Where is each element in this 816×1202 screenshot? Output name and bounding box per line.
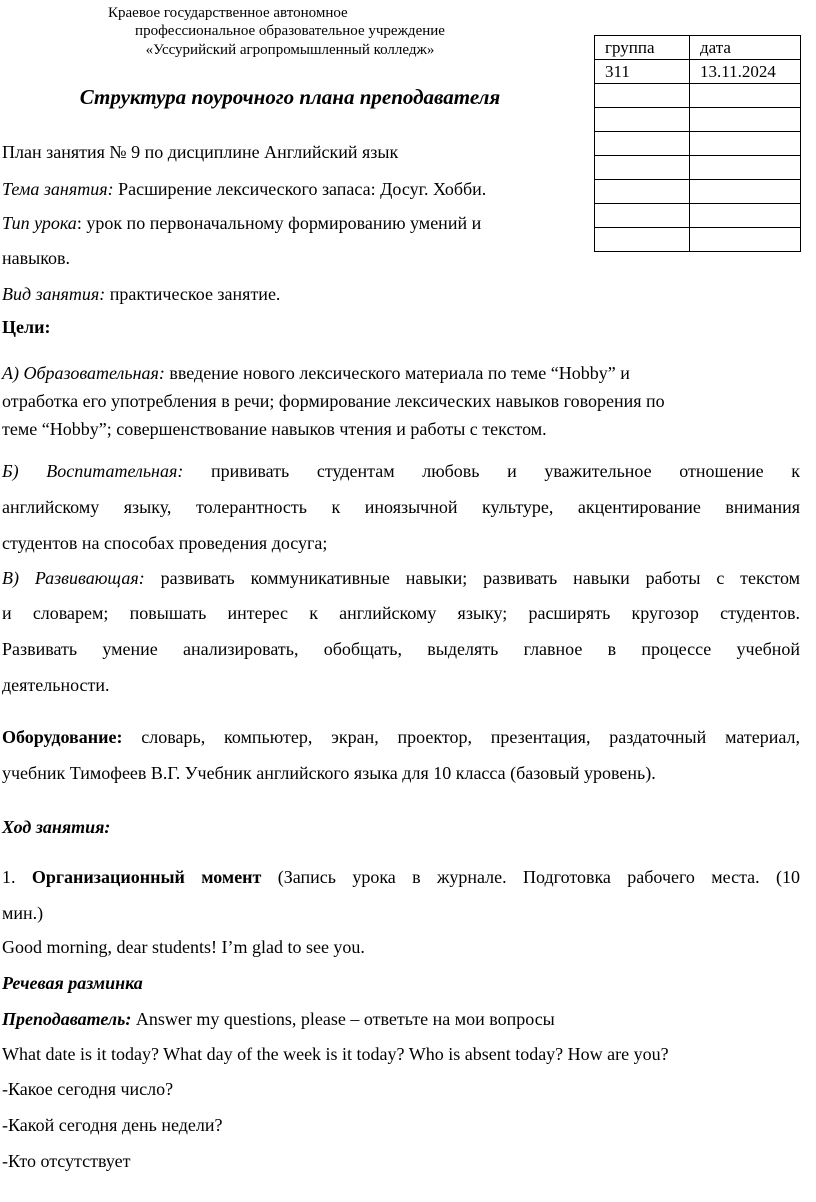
- equipment-text: словарь, компьютер, экран, проектор, презентация, раздаточный материал,: [122, 727, 800, 747]
- class-kind-label: Вид занятия:: [2, 284, 106, 304]
- greeting-line: Good morning, dear students! I’m glad to see you.: [2, 937, 365, 957]
- date-column-header: дата: [690, 36, 801, 60]
- group-cell: 311: [595, 60, 690, 84]
- lesson-type-continuation: навыков.: [2, 248, 71, 268]
- header-line-3: «Уссурийский агропромышленный колледж»: [145, 42, 435, 58]
- lesson-type-text: : урок по первоначальному формированию умений и: [76, 213, 482, 233]
- table-row: [595, 84, 801, 108]
- step-1-text: (Запись урока в журнале. Подготовка рабочего места. (10: [261, 867, 800, 887]
- class-kind-text: практическое занятие.: [105, 284, 281, 304]
- teacher-label: Преподаватель:: [2, 1009, 132, 1029]
- course-heading: Ход занятия:: [2, 817, 111, 837]
- goal-v-line-3: [2, 638, 800, 660]
- goal-v-label: В) Развивающая:: [2, 568, 145, 588]
- date-cell: [690, 204, 801, 228]
- group-cell: [595, 108, 690, 132]
- goal-v-line-2: [2, 602, 800, 624]
- header-line-2: профессиональное образовательное учреждение: [135, 23, 445, 39]
- questions-english: What date is it today? What day of the week is it today? Who is absent today? How are you?: [2, 1044, 669, 1064]
- question-ru-1: -Какое сегодня число?: [2, 1079, 174, 1099]
- question-ru-3: -Кто отсутствует: [2, 1151, 131, 1171]
- topic-text: Расширение лексического запаса: Досуг. Хобби.: [113, 179, 487, 199]
- date-cell: [690, 84, 801, 108]
- table-row: [595, 228, 801, 252]
- goal-a-line-1: [2, 362, 630, 384]
- goal-a-line-2: отработка его употребления в речи; формирование лексических навыков говорения по: [2, 391, 665, 411]
- table-row: [595, 108, 801, 132]
- group-cell: [595, 156, 690, 180]
- table-row: [595, 180, 801, 204]
- table-row: [595, 60, 801, 84]
- date-cell: [690, 180, 801, 204]
- date-cell: [690, 156, 801, 180]
- goal-a-label: А) Образовательная:: [2, 363, 165, 383]
- topic-label: Тема занятия:: [2, 179, 114, 199]
- step-1-label: Организационный момент: [31, 867, 262, 887]
- goal-b-line-2: [2, 496, 800, 518]
- goal-b-label: Б) Воспитательная:: [2, 461, 184, 481]
- date-cell: [690, 108, 801, 132]
- warmup-heading: Речевая разминка: [2, 973, 143, 993]
- goal-v-line-1: [2, 567, 800, 589]
- goal-b-text: прививать студентам любовь и уважительное отношение к: [183, 461, 800, 481]
- table-row: [595, 156, 801, 180]
- goal-b-line-1: [2, 460, 800, 482]
- group-date-table: [594, 35, 801, 252]
- group-cell: [595, 132, 690, 156]
- equipment-label: Оборудование:: [2, 727, 123, 747]
- group-cell: [595, 84, 690, 108]
- goal-a-text: введение нового лексического материала по теме “Hobby” и: [164, 363, 630, 383]
- date-cell: [690, 132, 801, 156]
- equipment-line-2: учебник Тимофеев В.Г. Учебник английского языка для 10 класса (базовый уровень).: [2, 763, 656, 783]
- goal-b-text-2: английскому языку, толерантность к иноязычной культуре, акцентирование внимания: [2, 497, 800, 517]
- class-kind-line: [2, 283, 280, 305]
- lesson-type-label: Тип урока: [2, 213, 77, 233]
- group-cell: [595, 180, 690, 204]
- plan-line: План занятия № 9 по дисциплине Английский язык: [2, 142, 399, 162]
- goal-v-text-3: Развивать умение анализировать, обобщать, выделять главное в процессе учебной: [2, 639, 800, 659]
- step-1-line: [2, 866, 800, 888]
- date-cell: [690, 228, 801, 252]
- step-1-number: 1.: [2, 867, 32, 887]
- goal-a-line-3: теме “Hobby”; совершенствование навыков чтения и работы с текстом.: [2, 419, 547, 439]
- lesson-type-line: [2, 212, 481, 234]
- goal-v-text-2: и словарем; повышать интерес к английскому языку; расширять кругозор студентов.: [2, 603, 800, 623]
- topic-line: [2, 178, 486, 200]
- goal-v-text: развивать коммуникативные навыки; развивать навыки работы с текстом: [144, 568, 800, 588]
- table-header-row: [595, 36, 801, 60]
- question-ru-2: -Какой сегодня день недели?: [2, 1115, 223, 1135]
- group-column-header: группа: [595, 36, 690, 60]
- table-row: [595, 132, 801, 156]
- date-cell: 13.11.2024: [690, 60, 801, 84]
- page-title: Структура поурочного плана преподавателя: [79, 85, 501, 109]
- header-line-1: Краевое государственное автономное: [108, 5, 348, 21]
- group-cell: [595, 228, 690, 252]
- table-row: [595, 204, 801, 228]
- teacher-text: Answer my questions, please – ответьте на мои вопросы: [131, 1009, 555, 1029]
- goal-v-line-4: деятельности.: [2, 675, 110, 695]
- goals-heading: Цели:: [2, 317, 51, 337]
- equipment-line-1: [2, 726, 800, 748]
- teacher-line: [2, 1008, 555, 1030]
- group-cell: [595, 204, 690, 228]
- step-1-continuation: мин.): [2, 903, 44, 923]
- goal-b-line-3: студентов на способах проведения досуга;: [2, 533, 328, 553]
